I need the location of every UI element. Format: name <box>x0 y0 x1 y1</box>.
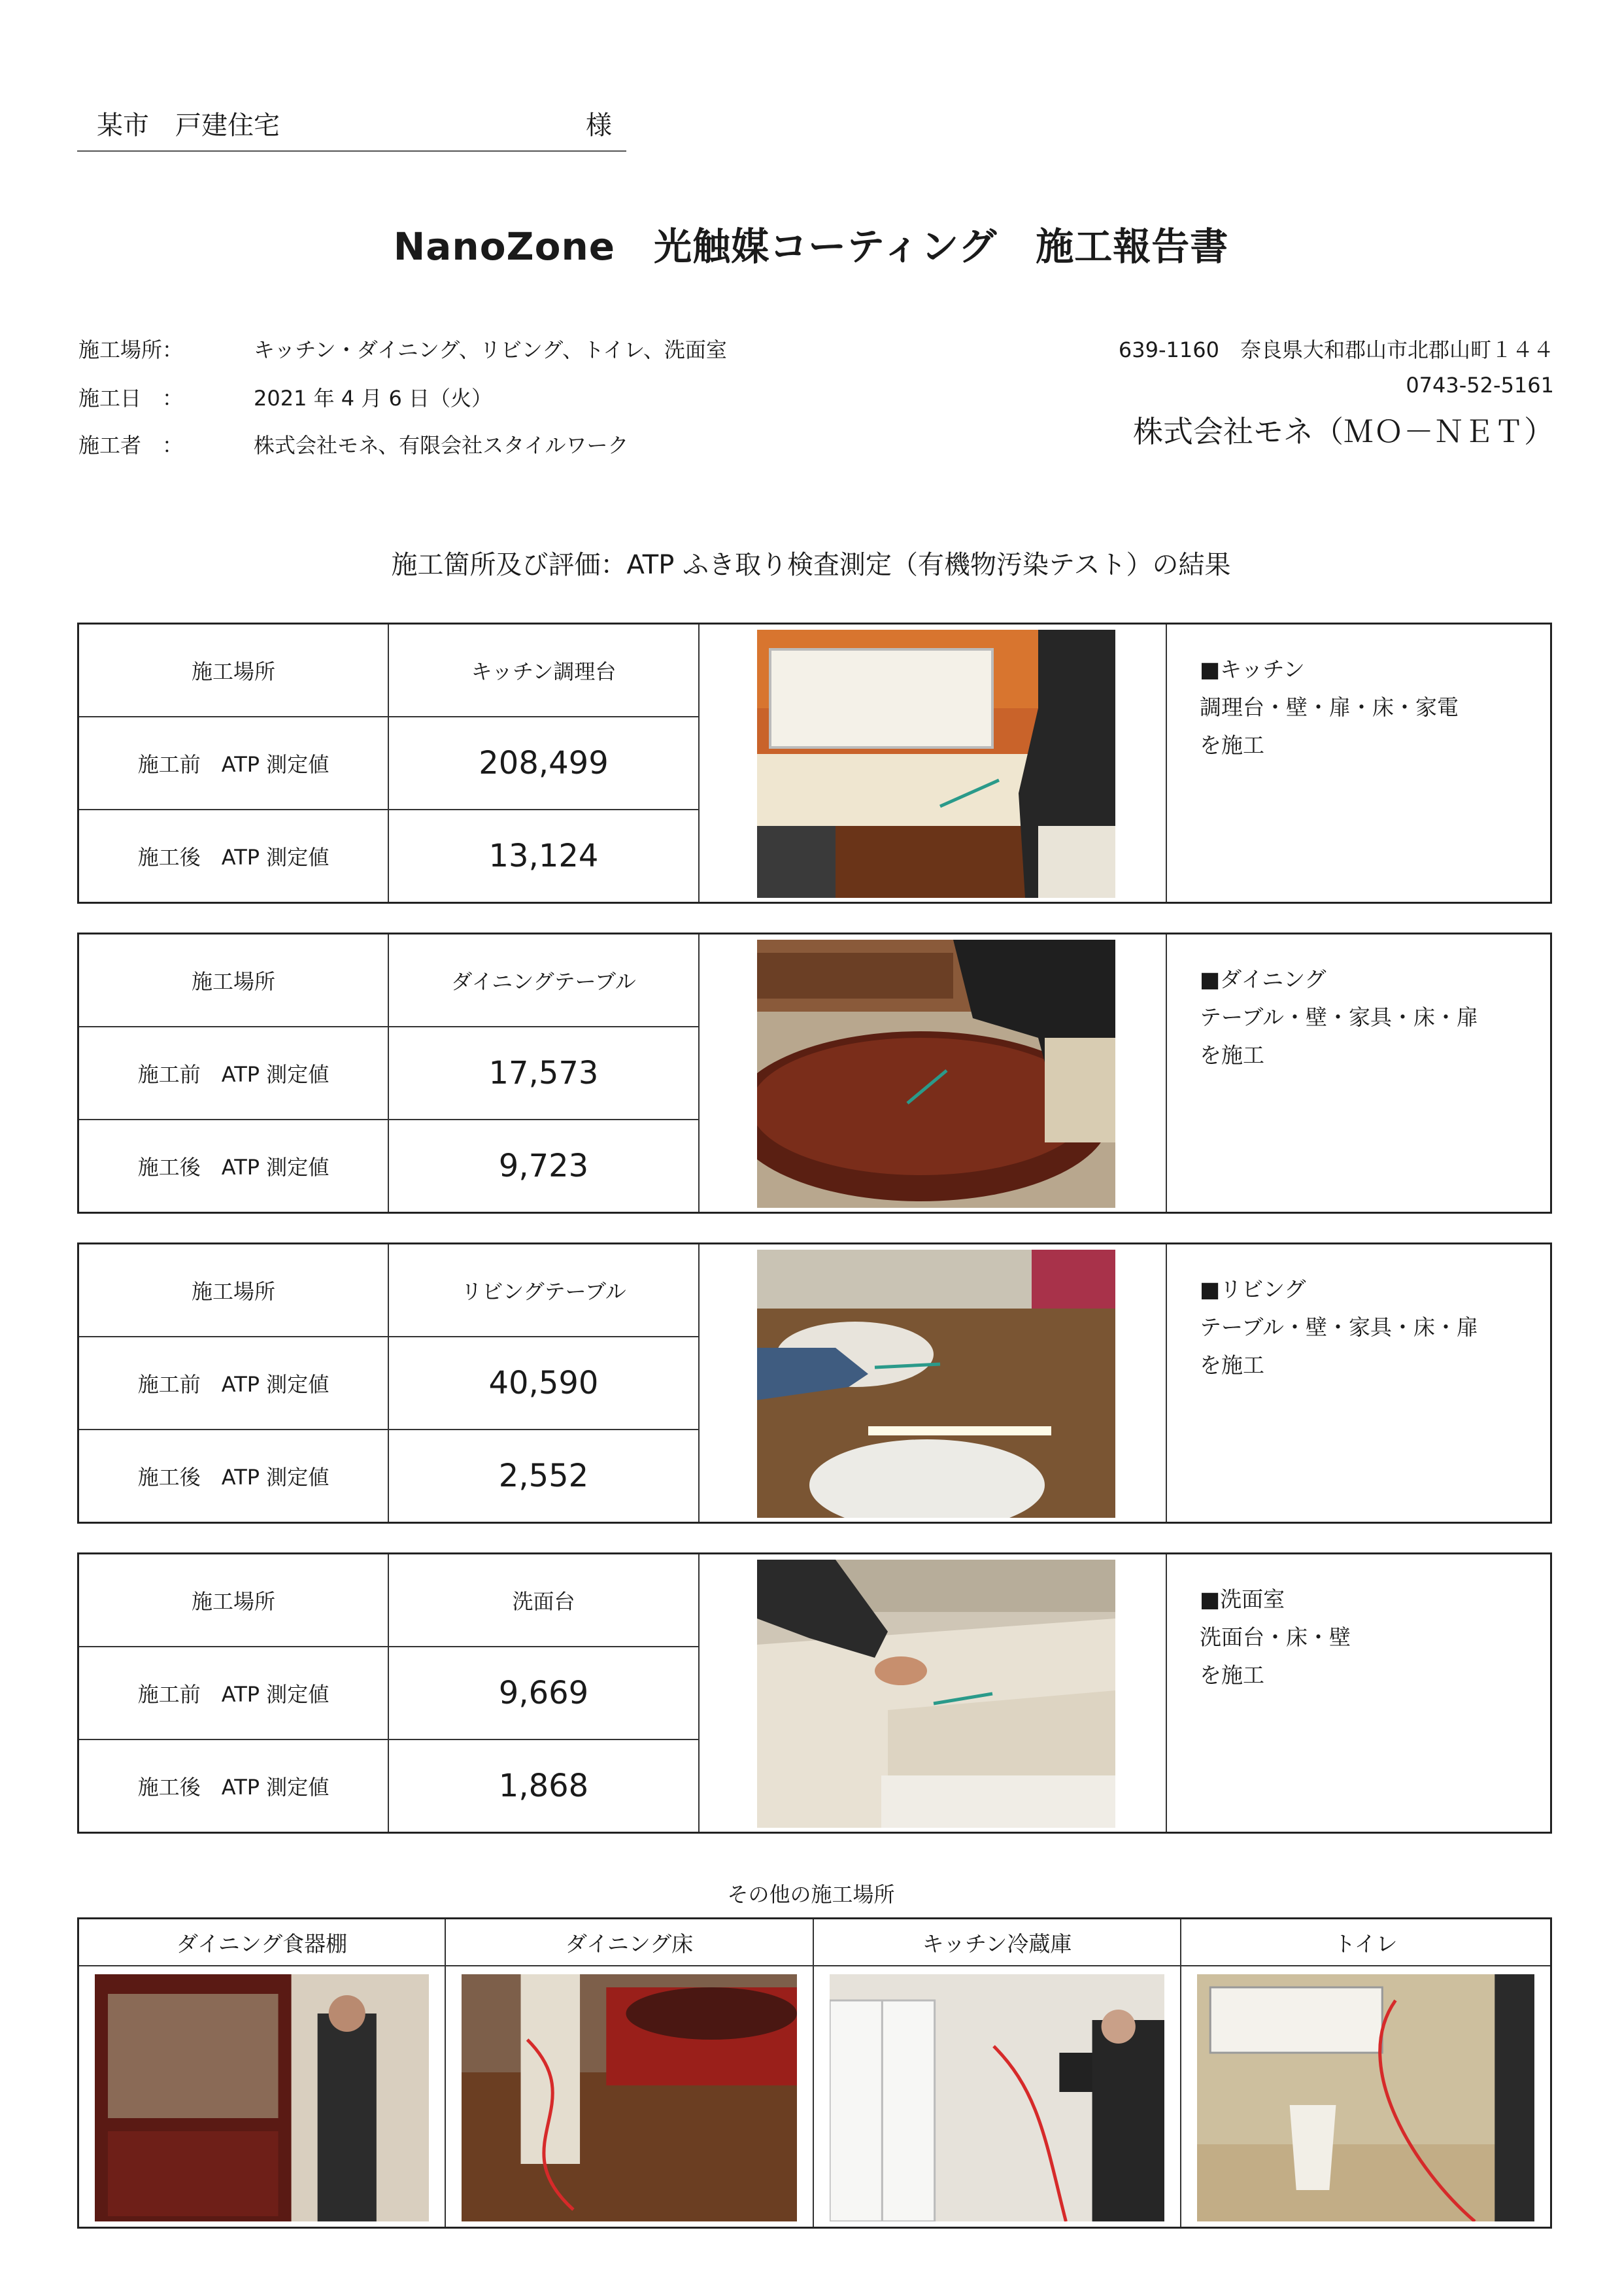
before-label: 施工前 ATP 測定値 <box>79 717 389 810</box>
photo-cell <box>700 625 1167 902</box>
desc-suffix: を施工 <box>1200 1352 1264 1378</box>
desc-items: テーブル・壁・家具・床・扉 <box>1200 1004 1479 1030</box>
addressee-name: 某市 戸建住宅 <box>97 111 280 141</box>
after-value: 9,723 <box>389 1120 700 1212</box>
info-date-value: 2021 年 4 月 6 日（火） <box>254 386 493 411</box>
dining-floor-photo <box>462 1974 797 2221</box>
photo-cell <box>700 934 1167 1212</box>
dining-table-photo <box>757 940 1115 1208</box>
other-place-toilet <box>1181 1919 1550 2227</box>
desc-items: テーブル・壁・家具・床・扉 <box>1200 1314 1479 1340</box>
info-location-label: 施工場所： <box>78 337 184 362</box>
company-address: 639-1160 奈良県大和郡山市北郡山町１４４ <box>1118 337 1554 362</box>
kitchen-description <box>1200 651 1459 764</box>
other-place-label: キッチン冷蔵庫 <box>814 1919 1180 1966</box>
report-block-living <box>77 1242 1552 1524</box>
toilet-photo <box>1197 1974 1534 2221</box>
after-label: 施工後 ATP 測定値 <box>79 1120 389 1212</box>
photo-cell <box>700 1554 1167 1832</box>
location-value: リビングテーブル <box>389 1244 700 1337</box>
desc-suffix: を施工 <box>1200 1662 1264 1688</box>
before-value: 17,573 <box>389 1027 700 1120</box>
photo-cell <box>700 1244 1167 1522</box>
location-value: ダイニングテーブル <box>389 934 700 1027</box>
after-value: 1,868 <box>389 1740 700 1832</box>
location-value: 洗面台 <box>389 1554 700 1647</box>
before-label: 施工前 ATP 測定値 <box>79 1647 389 1740</box>
before-value: 208,499 <box>389 717 700 810</box>
other-place-label: トイレ <box>1181 1919 1550 1966</box>
desc-items: 洗面台・床・壁 <box>1200 1624 1351 1650</box>
desc-title: ■キッチン <box>1200 657 1305 682</box>
info-contractor-value: 株式会社モネ、有限会社スタイルワーク <box>254 433 629 458</box>
report-block-washroom <box>77 1552 1552 1834</box>
before-value: 9,669 <box>389 1647 700 1740</box>
info-location-value: キッチン・ダイニング、リビング、トイレ、洗面室 <box>254 337 727 362</box>
desc-suffix: を施工 <box>1200 732 1264 758</box>
other-places-title: その他の施工場所 <box>727 1882 895 1907</box>
washroom-description <box>1200 1581 1351 1694</box>
desc-title: ■洗面室 <box>1200 1586 1285 1612</box>
desc-title: ■ダイニング <box>1200 967 1326 992</box>
fridge-photo <box>830 1974 1164 2221</box>
before-label: 施工前 ATP 測定値 <box>79 1337 389 1430</box>
location-label: 施工場所 <box>79 625 389 717</box>
after-value: 13,124 <box>389 810 700 902</box>
info-date-label: 施工日 ： <box>78 386 184 411</box>
other-place-dining-floor <box>446 1919 814 2227</box>
info-contractor-label: 施工者 ： <box>78 433 184 458</box>
after-label: 施工後 ATP 測定値 <box>79 1430 389 1522</box>
company-phone: 0743-52-5161 <box>1406 373 1554 398</box>
kitchen-counter-photo <box>757 630 1115 898</box>
location-label: 施工場所 <box>79 1244 389 1337</box>
living-table-photo <box>757 1250 1115 1518</box>
other-place-label: ダイニング床 <box>446 1919 813 1966</box>
addressee-line <box>77 97 626 152</box>
desc-suffix: を施工 <box>1200 1042 1264 1068</box>
before-label: 施工前 ATP 測定値 <box>79 1027 389 1120</box>
dining-description <box>1200 961 1478 1074</box>
company-name: 株式会社モネ（ＭＯ－ＮＥＴ） <box>1133 414 1554 449</box>
other-places-table <box>77 1917 1552 2229</box>
location-label: 施工場所 <box>79 934 389 1027</box>
other-place-cupboard <box>79 1919 446 2227</box>
after-value: 2,552 <box>389 1430 700 1522</box>
washbasin-photo <box>757 1560 1115 1828</box>
after-label: 施工後 ATP 測定値 <box>79 1740 389 1832</box>
living-description <box>1200 1271 1478 1384</box>
addressee-honorific: 様 <box>586 111 612 141</box>
page-title: NanoZone 光触媒コーティング 施工報告書 <box>393 224 1229 269</box>
before-value: 40,590 <box>389 1337 700 1430</box>
after-label: 施工後 ATP 測定値 <box>79 810 389 902</box>
location-value: キッチン調理台 <box>389 625 700 717</box>
other-place-label: ダイニング食器棚 <box>79 1919 445 1966</box>
desc-title: ■リビング <box>1200 1277 1306 1302</box>
report-block-dining <box>77 933 1552 1214</box>
desc-items: 調理台・壁・扉・床・家電 <box>1200 694 1459 720</box>
other-place-fridge <box>814 1919 1181 2227</box>
cupboard-photo <box>95 1974 429 2221</box>
report-block-kitchen <box>77 623 1552 904</box>
section-title: 施工箇所及び評価：ATP ふき取り検査測定（有機物汚染テスト）の結果 <box>391 550 1231 580</box>
location-label: 施工場所 <box>79 1554 389 1647</box>
